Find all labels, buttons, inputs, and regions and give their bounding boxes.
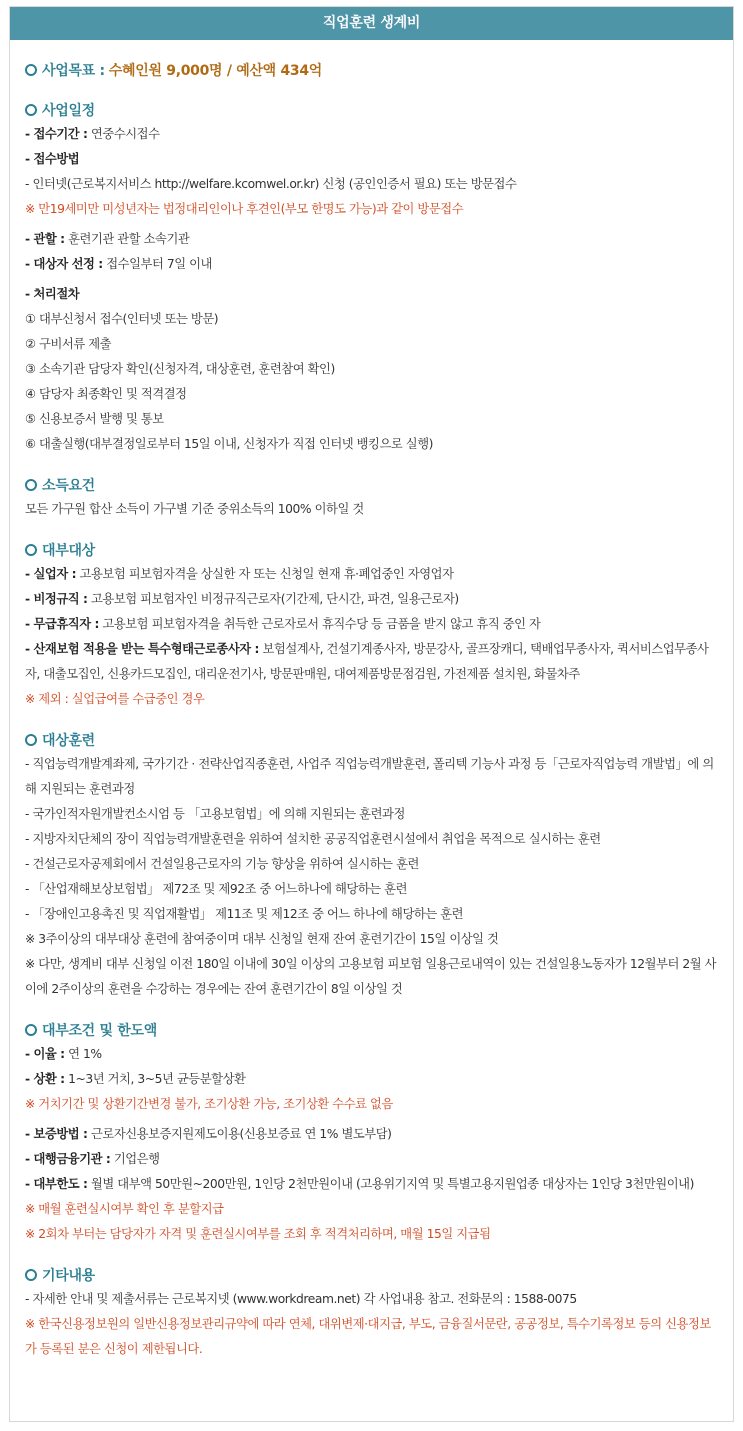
process-step: ⑤ 신용보증서 발행 및 통보 (25, 412, 164, 426)
content-body (10, 40, 733, 1362)
section-income (25, 472, 719, 522)
process-key: - 처리절차 (25, 287, 80, 301)
limit-note: ※ 매월 훈련실시여부 확인 후 분할지급 (25, 1202, 224, 1216)
eligibility-value: 보험설계사, 건설기계종사자, 방문강사, 골프장캐디, 택배업무종사자, 퀵서비스업무종사자, 대출모집인, 신용카드모집인, 대리운전기사, 방문판매원, 대여제품방문점검원, 가전제품 설치원, 화물차주 (25, 642, 709, 681)
eligibility-note: ※ 제외 : 실업급여를 수급중인 경우 (25, 692, 205, 706)
intake-value: 연중수시접수 (87, 127, 160, 141)
bank-value: 기업은행 (110, 1152, 160, 1166)
section-eligibility (25, 537, 719, 712)
process-label (25, 282, 719, 307)
repayment-note: ※ 거치기간 및 상환기간변경 불가, 조기상환 가능, 조기상환 수수료 없음 (25, 1097, 393, 1111)
guarantee-method (25, 1122, 719, 1147)
method-key: - 접수방법 (25, 152, 80, 166)
section-schedule (25, 97, 719, 457)
training-note: ※ 다만, 생계비 대부 신청일 이전 180일 이내에 30일 이상의 고용보험 피보험 일용근로내역이 있는 건설일용노동자가 12월부터 2월 사이에 2주이상의 훈련을 수강하는 경우에는 잔여 훈련기간이 8일 이상일 것 (25, 957, 717, 996)
eligibility-heading: 대부대상 (42, 542, 95, 559)
circle-bullet-icon (25, 1024, 37, 1036)
eligibility-value: 고용보험 피보험자격을 상실한 자 또는 신청일 현재 휴·폐업중인 자영업자 (76, 567, 454, 581)
section-heading (25, 472, 719, 497)
bank-key: - 대행금융기관 : (25, 1152, 111, 1166)
section-heading (25, 537, 719, 562)
repay-value: 1~3년 거치, 3~5년 균등분할상환 (64, 1072, 246, 1086)
other-heading: 기타내용 (42, 1267, 95, 1284)
circle-bullet-icon (25, 64, 37, 76)
eligibility-key: - 산재보험 적용을 받는 특수형태근로종사자 : (25, 642, 259, 656)
section-heading (25, 1262, 719, 1287)
intake-period (25, 122, 719, 147)
jurisdiction-key: - 관할 : (25, 232, 65, 246)
section-terms (25, 1017, 719, 1247)
limit-key: - 대부한도 : (25, 1177, 88, 1191)
section-heading (25, 97, 719, 122)
training-heading: 대상훈련 (42, 732, 95, 749)
circle-bullet-icon (25, 104, 37, 116)
eligibility-item (25, 562, 719, 587)
eligibility-value: 고용보험 피보험자격을 취득한 근로자로서 휴직수당 등 금품을 받지 않고 휴직 중인 자 (98, 617, 541, 631)
jurisdiction-value: 훈련기관 관할 소속기관 (64, 232, 190, 246)
circle-bullet-icon (25, 1269, 37, 1281)
intake-key: - 접수기간 : (25, 127, 88, 141)
page-title: 직업훈련 생계비 (10, 7, 733, 40)
jurisdiction (25, 227, 719, 252)
training-note: ※ 3주이상의 대부대상 훈련에 참여중이며 대부 신청일 현재 잔여 훈련기간이 15일 이상일 것 (25, 932, 499, 946)
eligibility-item (25, 587, 719, 612)
process-step: ① 대부신청서 접수(인터넷 또는 방문) (25, 312, 219, 326)
process-step: ③ 소속기관 담당자 확인(신청자격, 대상훈련, 훈련참여 확인) (25, 362, 335, 376)
rate-value: 연 1% (64, 1047, 102, 1061)
circle-bullet-icon (25, 544, 37, 556)
eligibility-value: 고용보험 피보험자인 비정규직근로자(기간제, 단시간, 파견, 일용근로자) (87, 592, 459, 606)
process-step: ② 구비서류 제출 (25, 337, 112, 351)
eligibility-key: - 비정규직 : (25, 592, 88, 606)
content-panel (9, 6, 734, 1422)
interest-rate (25, 1042, 719, 1067)
eligibility-item (25, 612, 719, 637)
selection (25, 252, 719, 277)
selection-key: - 대상자 선정 : (25, 257, 103, 271)
section-training (25, 727, 719, 1002)
process-step: ④ 담당자 최종확인 및 적격결정 (25, 387, 187, 401)
method-label (25, 147, 719, 172)
limit-value: 월별 대부액 50만원~200만원, 1인당 2천만원이내 (고용위기지역 및 특별고용지원업종 대상자는 1인당 3천만원이내) (87, 1177, 694, 1191)
eligibility-key: - 무급휴직자 : (25, 617, 99, 631)
circle-bullet-icon (25, 734, 37, 746)
training-item: - 건설근로자공제회에서 건설일용근로자의 기능 향상을 위하여 실시하는 훈련 (25, 857, 419, 871)
training-item: - 직업능력개발계좌제, 국가기간 · 전략산업직종훈련, 사업주 직업능력개발훈련, 폴리텍 기능사 과정 등「근로자직업능력 개발법」에 의해 지원되는 훈련과정 (25, 757, 714, 796)
section-heading (25, 1017, 719, 1042)
repay-key: - 상환 : (25, 1072, 65, 1086)
section-heading (25, 57, 719, 82)
guarantee-key: - 보증방법 : (25, 1127, 88, 1141)
loan-limit (25, 1172, 719, 1197)
section-goal (25, 57, 719, 82)
training-item: - 지방자치단체의 장이 직업능력개발훈련을 위하여 설치한 공공직업훈련시설에서 취업을 목적으로 실시하는 훈련 (25, 832, 601, 846)
rate-key: - 이율 : (25, 1047, 65, 1061)
income-heading: 소득요건 (42, 477, 95, 494)
schedule-heading: 사업일정 (42, 102, 95, 119)
goal-value: 수혜인원 9,000명 / 예산액 434억 (108, 62, 323, 79)
income-text: 모든 가구원 합산 소득이 가구별 기준 중위소득의 100% 이하일 것 (25, 502, 364, 516)
terms-heading: 대부조건 및 한도액 (42, 1022, 157, 1039)
section-heading (25, 727, 719, 752)
training-item: - 「산업재해보상보험법」 제72조 및 제92조 중 어느하나에 해당하는 훈련 (25, 882, 407, 896)
method-description: - 인터넷(근로복지서비스 http://welfare.kcomwel.or.kr) 신청 (공인인증서 필요) 또는 방문접수 (25, 177, 517, 191)
repayment (25, 1067, 719, 1092)
eligibility-item (25, 637, 719, 687)
limit-note: ※ 2회차 부터는 담당자가 자격 및 훈련실시여부를 조회 후 적격처리하며, 매월 15일 지급됨 (25, 1227, 491, 1241)
training-item: - 국가인적자원개발컨소시엄 등 「고용보험법」에 의해 지원되는 훈련과정 (25, 807, 405, 821)
guarantee-value: 근로자신용보증지원제도이용(신용보증료 연 1% 별도부담) (87, 1127, 392, 1141)
method-note: ※ 만19세미만 미성년자는 법정대리인이나 후견인(부모 한명도 가능)과 같이 방문접수 (25, 202, 464, 216)
eligibility-key: - 실업자 : (25, 567, 77, 581)
agent-bank (25, 1147, 719, 1172)
other-text: - 자세한 안내 및 제출서류는 근로복지넷 (www.workdream.net) 각 사업내용 참고. 전화문의 : 1588-0075 (25, 1292, 577, 1306)
circle-bullet-icon (25, 479, 37, 491)
other-note: ※ 한국신용정보원의 일반신용정보관리규약에 따라 연체, 대위변제·대지급, 부도, 금융질서문란, 공공정보, 특수기록정보 등의 신용정보가 등록된 분은 신청이 제한됩니다. (25, 1317, 711, 1356)
process-step: ⑥ 대출실행(대부결정일로부터 15일 이내, 신청자가 직접 인터넷 뱅킹으로 실행) (25, 437, 434, 451)
goal-label: 사업목표 : (42, 62, 105, 79)
section-other (25, 1262, 719, 1362)
training-item: - 「장애인고용촉진 및 직업재활법」 제11조 및 제12조 중 어느 하나에 해당하는 훈련 (25, 907, 464, 921)
selection-value: 접수일부터 7일 이내 (102, 257, 212, 271)
